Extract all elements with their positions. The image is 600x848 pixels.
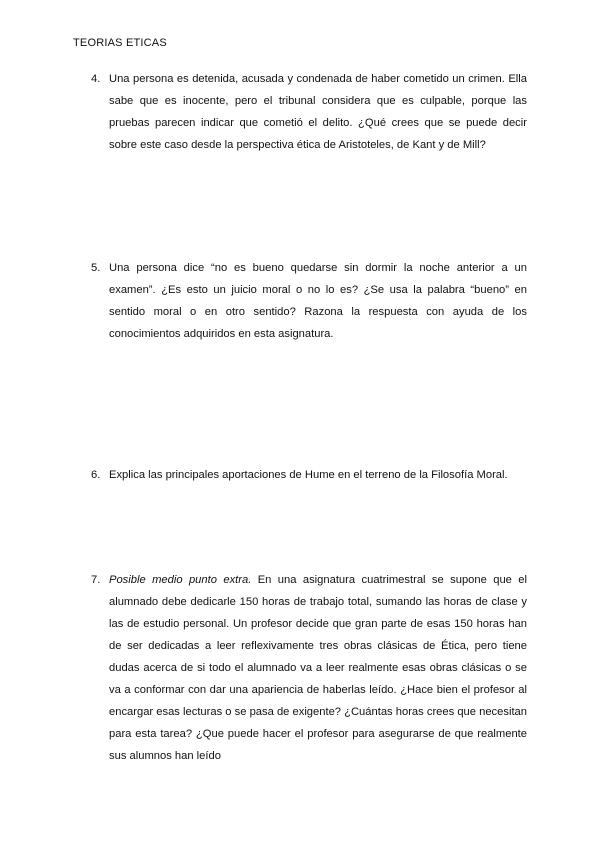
question-text: Una persona es detenida, acusada y condenada de haber cometido un crimen. Ella sabe que es inocente, pero el tribunal considera que es culpable, porque las pruebas parecen indicar que cometió el delito. ¿Qué crees que se puede decir sobre este caso desde la perspectiva ética de Aristoteles, de Kant y de Mill? [109, 73, 527, 151]
question-text: Explica las principales aportaciones de Hume en el terreno de la Filosofía Moral. [109, 469, 508, 481]
question-5 [91, 257, 527, 345]
question-lead-italic: Posible medio punto extra. [109, 574, 252, 586]
question-number: 6. [91, 469, 101, 481]
question-text: En una asignatura cuatrimestral se supone que el alumnado debe dedicarle 150 horas de trabajo total, sumando las horas de clase y las de estudio personal. Un profesor decide que gran parte de esas 150 horas han de ser dedicadas a leer reflexivamente tres obras clásicas de Ética, pero tiene dudas acerca de si todo el alumnado va a leer realmente esas obras clásicas o se va a conformar con dar una apariencia de haberlas leído. ¿Hace bien el profesor al encargar esas lecturas o se pasa de exigente? ¿Cuántas horas crees que necesitan para esta tarea? ¿Que puede hacer el profesor para asegurarse de que realmente sus alumnos han leído [109, 574, 527, 762]
question-text-container [109, 569, 527, 767]
question-number: 7. [91, 574, 101, 586]
page-header-title: TEORIAS ETICAS [73, 37, 167, 49]
question-number: 5. [91, 262, 101, 274]
question-number: 4. [91, 73, 101, 85]
question-6 [91, 464, 527, 486]
question-text: Una persona dice “no es bueno quedarse sin dormir la noche anterior a un examen”. ¿Es esto un juicio moral o no lo es? ¿Se usa la palabra “bueno” en sentido moral o en otro sentido? Razona la respuesta con ayuda de los conocimientos adquiridos en esta asignatura. [109, 262, 527, 340]
question-4 [91, 68, 527, 156]
question-7 [91, 569, 527, 767]
